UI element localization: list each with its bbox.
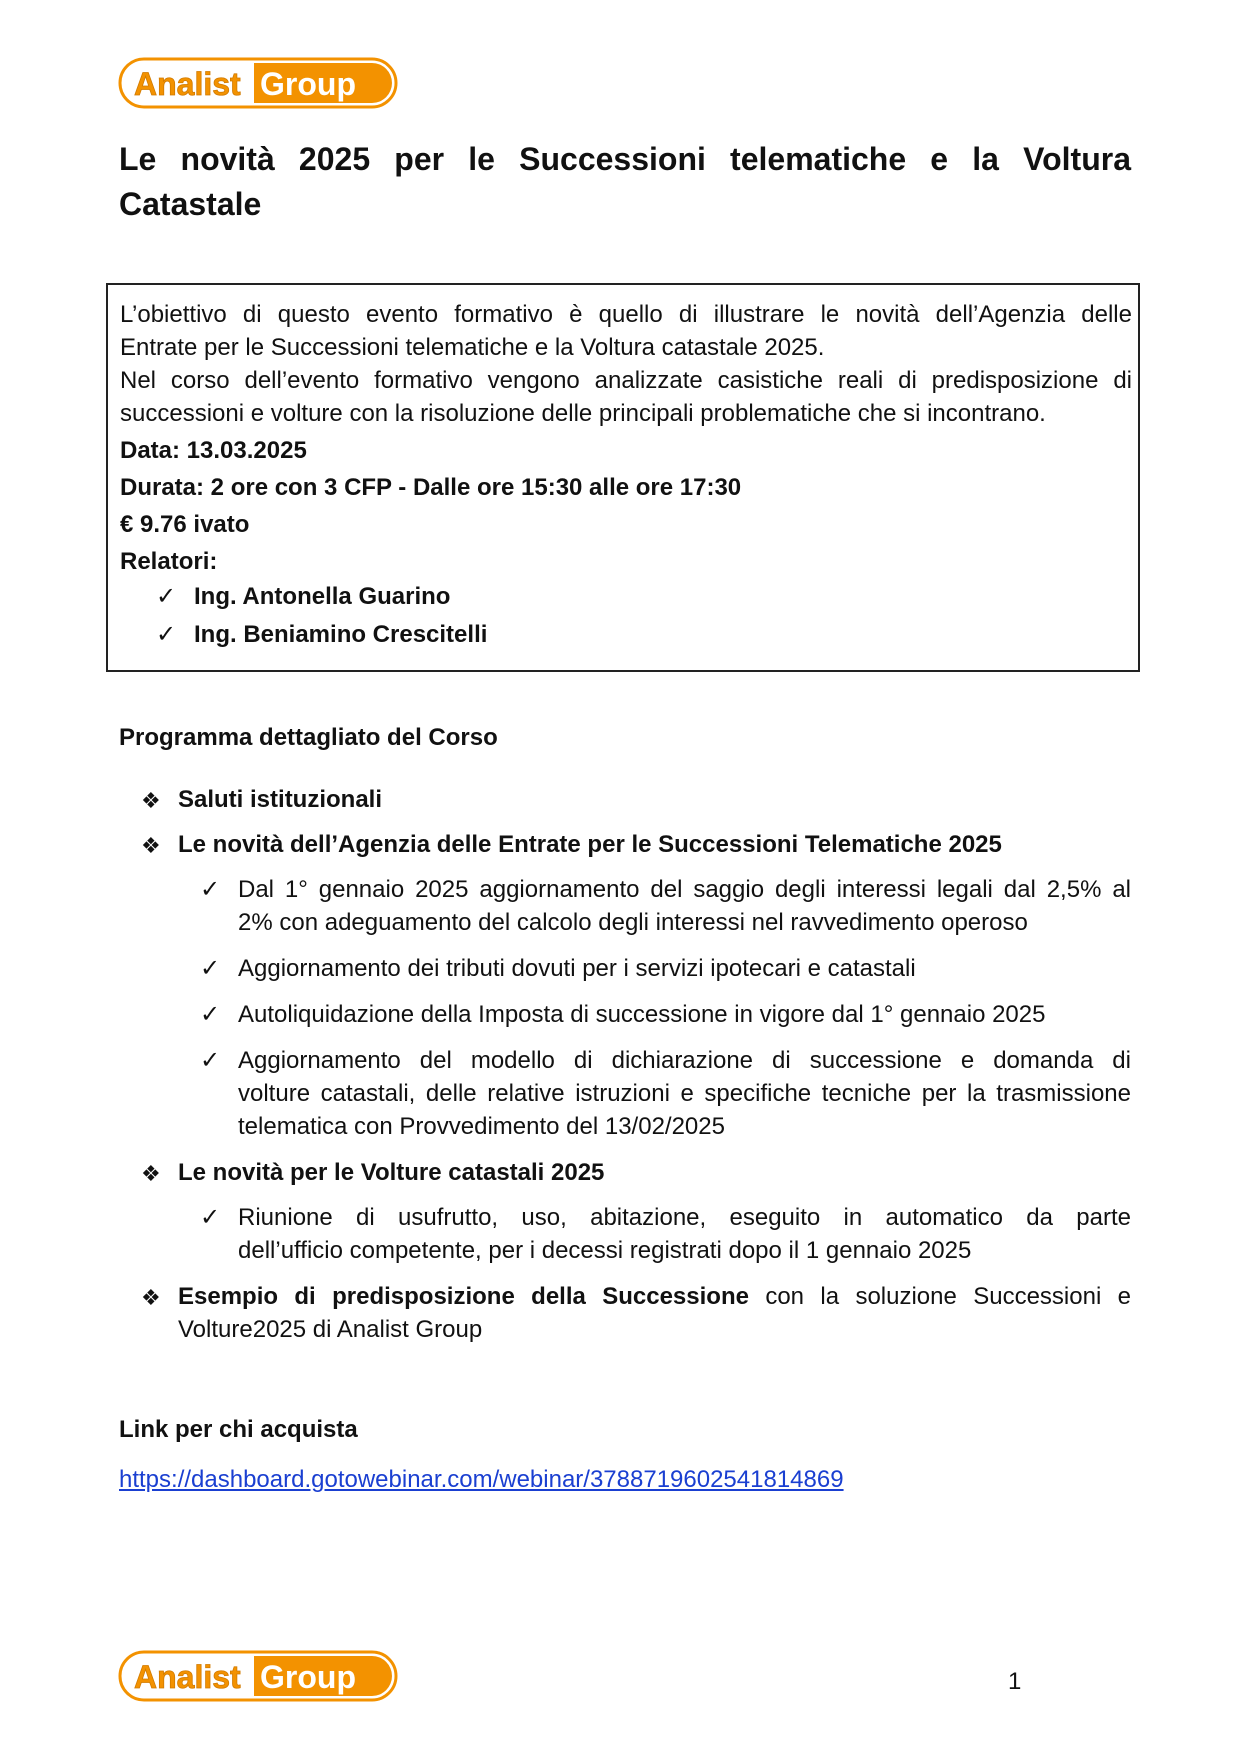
event-info-box [106,283,1140,672]
svg-text:Group: Group [260,66,356,102]
program-heading: Programma dettagliato del Corso [119,724,498,751]
checkmark-icon: ✓ [200,1047,221,1074]
svg-text:Group: Group [260,1659,356,1695]
svg-text:Analist: Analist [134,66,241,102]
program-subitem: ✓ Dal 1° gennaio 2025 aggiornamento del saggio degli interessi legali dal 2,5% al 2% con adeguamento del calcolo degli interessi nel ravvedimento operoso [178,873,1131,939]
title-line-1: Le novità 2025 per le Successioni telematiche e la Voltura [119,141,1131,177]
intro-paragraph: L’obiettivo di questo evento formativo è quello di illustrare le novità dell’Agenzia delle Entrate per le Successioni telematiche e la Voltura catastale 2025. [120,301,1132,361]
speakers-list [120,578,1132,654]
program-subitem: ✓ Riunione di usufrutto, uso, abitazione, eseguito in automatico da parte dell’ufficio competente, per i decessi registrati dopo il 1 gennaio 2025 [178,1201,1131,1267]
analist-group-logo-footer-graphic [118,1650,398,1702]
speaker-item: ✓ Ing. Beniamino Crescitelli [120,616,1132,654]
analist-group-logo [118,57,398,109]
document-title [119,137,1131,227]
diamond-bullet-icon: ❖ [141,1285,161,1310]
page-number: 1 [1008,1668,1022,1695]
program-subitems [178,1201,1131,1267]
program-item: ❖ Esempio di predisposizione della Successione con la soluzione Successioni e Volture2025 di Analist Group [141,1283,1131,1343]
program-subitem: ✓ Aggiornamento del modello di dichiarazione di successione e domanda di volture catastali, delle relative istruzioni e specifiche tecniche per la trasmissione telematica con Provvedimento del 13/02/2025 [178,1044,1131,1143]
program-item: ❖ Saluti istituzionali [119,783,1131,816]
program-list [119,783,1131,1358]
event-duration: Durata: 2 ore con 3 CFP - Dalle ore 15:30 alle ore 17:30 [120,474,742,501]
program-subitems [178,873,1131,1143]
speaker-item: ✓ Ing. Antonella Guarino [120,578,1132,616]
program-subitem: ✓ Autoliquidazione della Imposta di successione in vigore dal 1° gennaio 2025 [178,998,1131,1031]
program-item: ❖ Le novità per le Volture catastali 2025 ✓ Riunione di usufrutto, uso, abitazione, eseguito in automatico da parte dell’ufficio competente, per i decessi registrati dopo il 1 gennaio 2025 [119,1156,1131,1267]
diamond-bullet-icon: ❖ [141,1161,161,1186]
diamond-bullet-icon: ❖ [141,788,161,813]
program-subitem: ✓ Aggiornamento dei tributi dovuti per i servizi ipotecari e catastali [178,952,1131,985]
event-price: € 9.76 ivato [120,511,250,538]
program-item-bold: Esempio di predisposizione della Successione [178,1283,749,1310]
analist-group-logo-graphic [118,57,398,109]
program-item: ❖ Le novità dell’Agenzia delle Entrate per le Successioni Telematiche 2025 ✓ Dal 1° gennaio 2025 aggiornamento del saggio degli interessi legali dal 2,5% al 2% con adeguamento del calcolo degli interessi nel ravvedimento operoso ✓ Aggiornamento dei tributi dovuti per i servizi ipotecari e catastali ✓ Autoliquidazione della Imposta di successione in vigore dal 1° gennaio 2025 ✓ Aggiornamento del modello di dichiarazione di successione e domanda di volture catastali, delle relative istruzioni e specifiche tecniche per la trasmissione telematica con Provvedimento del 13/02/2025 [119,828,1131,1143]
diamond-bullet-icon: ❖ [141,833,161,858]
speakers-label: Relatori: [120,548,218,575]
analist-group-logo-footer [118,1650,398,1702]
event-date: Data: 13.03.2025 [120,437,307,464]
checkmark-icon: ✓ [156,621,177,648]
checkmark-icon: ✓ [200,876,221,903]
checkmark-icon: ✓ [200,1204,221,1231]
checkmark-icon: ✓ [200,955,221,982]
purchase-link-heading: Link per chi acquista [119,1416,358,1443]
title-line-2: Catastale [119,186,262,222]
svg-text:Analist: Analist [134,1659,241,1695]
checkmark-icon: ✓ [156,583,177,610]
details-paragraph: Nel corso dell’evento formativo vengono analizzate casistiche reali di predisposizione di successioni e volture con la risoluzione delle principali problematiche che si incontrano. [120,367,1132,427]
checkmark-icon: ✓ [200,1001,221,1028]
webinar-link[interactable]: https://dashboard.gotowebinar.com/webinar/3788719602541814869 [119,1466,844,1493]
